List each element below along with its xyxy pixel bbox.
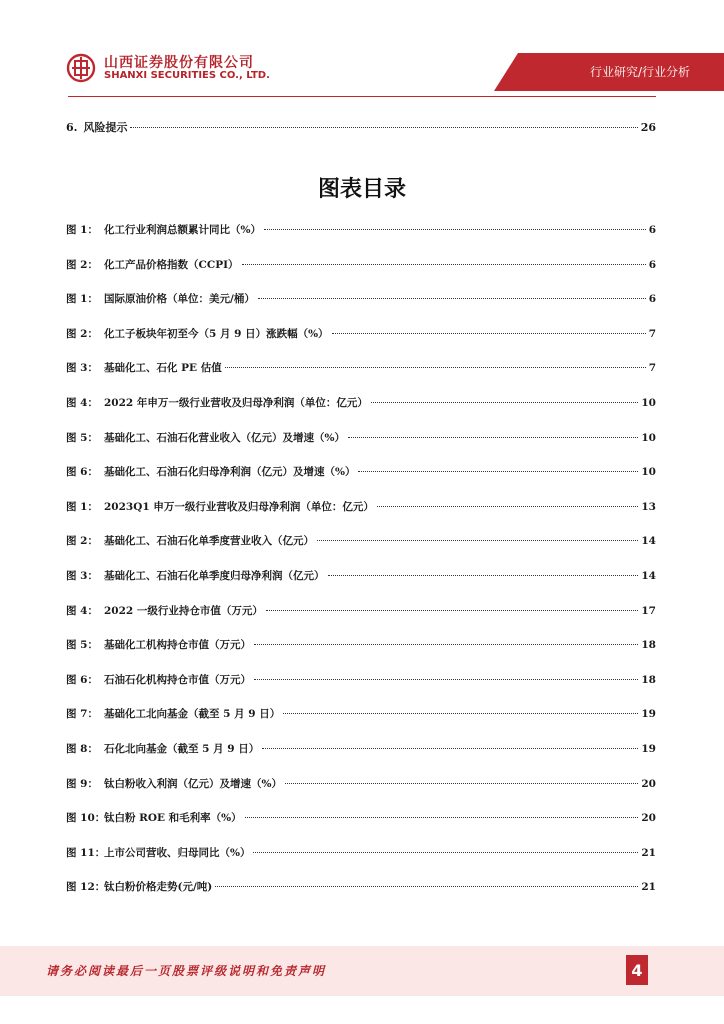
leader-dots (377, 506, 639, 507)
figure-page: 6 (648, 293, 656, 306)
figure-label: 钛白粉 ROE 和毛利率（%） (104, 812, 242, 825)
figure-entry[interactable] (66, 222, 656, 257)
figure-entry[interactable] (66, 845, 656, 880)
figure-page: 19 (641, 742, 656, 755)
figure-page: 18 (641, 639, 656, 652)
figure-number: 图 12： (66, 881, 106, 894)
figure-entry[interactable] (66, 291, 656, 326)
page-number: 4 (626, 955, 648, 985)
footer-disclaimer: 请务必阅读最后一页股票评级说明和免责声明 (46, 964, 327, 978)
figure-entry[interactable] (66, 603, 656, 638)
leader-dots (358, 471, 638, 472)
figure-entry[interactable] (66, 499, 656, 534)
figure-number: 图 8： (66, 742, 98, 755)
figure-number: 图 3： (66, 569, 98, 582)
figure-page: 10 (641, 431, 656, 444)
company-logo-icon (66, 53, 96, 83)
leader-dots (371, 402, 638, 403)
figure-label: 基础化工、石油石化单季度营业收入（亿元） (104, 535, 314, 548)
toc-entry-label: 风险提示 (83, 121, 128, 134)
figure-number: 图 5： (66, 431, 98, 444)
figure-label: 化工产品价格指数（CCPI） (104, 258, 239, 271)
figure-label: 基础化工、石化 PE 估值 (104, 362, 222, 375)
figure-page: 10 (641, 396, 656, 409)
figure-label: 钛白粉价格走势(元/吨) (104, 881, 213, 894)
figure-number: 图 6： (66, 673, 98, 686)
figure-entry[interactable] (66, 672, 656, 707)
leader-dots (253, 852, 638, 853)
leader-dots (258, 298, 646, 299)
figure-entry[interactable] (66, 533, 656, 568)
figure-page: 17 (641, 604, 656, 617)
figure-entry[interactable] (66, 326, 656, 361)
leader-dots (254, 644, 638, 645)
leader-dots (254, 679, 638, 680)
figure-number: 图 11： (66, 846, 106, 859)
figure-label: 基础化工、石油石化单季度归母净利润（亿元） (104, 569, 325, 582)
figure-label: 化工行业利润总额累计同比（%） (104, 224, 261, 236)
report-category: 行业研究/行业分析 (589, 65, 690, 79)
header-rule (68, 96, 656, 97)
figure-label: 2022 年申万一级行业营收及归母净利润（单位：亿元） (104, 396, 368, 409)
toc-entry-risk[interactable] (66, 120, 656, 136)
figure-number: 图 3： (66, 362, 98, 375)
figures-list (66, 222, 656, 914)
figure-page: 21 (641, 881, 656, 894)
figure-page: 13 (641, 500, 656, 513)
figure-page: 14 (641, 569, 656, 582)
leader-dots (348, 437, 638, 438)
figure-entry[interactable] (66, 395, 656, 430)
toc-leader-dots (130, 127, 637, 128)
figure-number: 图 2： (66, 258, 98, 271)
leader-dots (242, 264, 646, 265)
leader-dots (332, 333, 646, 334)
figure-page: 7 (648, 327, 656, 340)
figure-entry[interactable] (66, 360, 656, 395)
figure-label: 2022 一级行业持仓市值（万元） (104, 604, 263, 617)
company-name-en: SHANXI SECURITIES CO., LTD. (104, 70, 270, 81)
figure-page: 10 (641, 466, 656, 479)
leader-dots (328, 575, 639, 576)
figure-entry[interactable] (66, 637, 656, 672)
figure-page: 18 (641, 673, 656, 686)
figure-label: 上市公司营收、归母同比（%） (104, 846, 251, 859)
company-name-cn: 山西证券股份有限公司 (104, 55, 254, 71)
figure-entry[interactable] (66, 568, 656, 603)
figure-label: 石化北向基金（截至 5 月 9 日） (104, 742, 260, 755)
figure-entry[interactable] (66, 810, 656, 845)
leader-dots (283, 713, 638, 714)
leader-dots (266, 610, 638, 611)
figure-page: 21 (641, 846, 656, 859)
figure-label: 石油石化机构持仓市值（万元） (104, 673, 251, 686)
figure-number: 图 7： (66, 708, 98, 721)
figure-number: 图 9： (66, 777, 98, 790)
figure-number: 图 4： (66, 396, 98, 409)
figure-number: 图 2： (66, 535, 98, 548)
toc-entry-number: 6. (66, 121, 78, 134)
figure-entry[interactable] (66, 879, 656, 914)
figure-label: 国际原油价格（单位：美元/桶） (104, 293, 255, 306)
figure-page: 20 (641, 812, 656, 825)
leader-dots (317, 540, 638, 541)
figure-entry[interactable] (66, 257, 656, 292)
leader-dots (245, 817, 639, 818)
figure-label: 基础化工、石油石化营业收入（亿元）及增速（%） (104, 431, 345, 444)
figure-page: 6 (648, 258, 656, 271)
figure-label: 基础化工北向基金（截至 5 月 9 日） (104, 708, 281, 721)
figure-page: 6 (648, 224, 656, 236)
page-header (0, 0, 724, 100)
figure-label: 基础化工机构持仓市值（万元） (104, 639, 251, 652)
figure-page: 20 (641, 777, 656, 790)
figure-entry[interactable] (66, 776, 656, 811)
figure-number: 图 6： (66, 466, 98, 479)
figure-page: 19 (641, 708, 656, 721)
figure-number: 图 1： (66, 224, 98, 236)
figure-number: 图 1： (66, 293, 98, 306)
figure-number: 图 1： (66, 500, 98, 513)
figure-label: 化工子板块年初至今（5 月 9 日）涨跌幅（%） (104, 327, 329, 340)
figure-entry[interactable] (66, 430, 656, 465)
figure-entry[interactable] (66, 464, 656, 499)
figure-label: 基础化工、石油石化归母净利润（亿元）及增速（%） (104, 466, 356, 479)
figure-entry[interactable] (66, 706, 656, 741)
figure-page: 14 (641, 535, 656, 548)
figure-label: 钛白粉收入利润（亿元）及增速（%） (104, 777, 282, 790)
leader-dots (262, 748, 638, 749)
figure-entry[interactable] (66, 741, 656, 776)
figure-number: 图 4： (66, 604, 98, 617)
figure-number: 图 2： (66, 327, 98, 340)
leader-dots (285, 783, 638, 784)
leader-dots (264, 229, 646, 230)
figures-list-title: 图表目录 (317, 177, 406, 202)
toc-entry-page: 26 (640, 121, 656, 134)
figure-label: 2023Q1 申万一级行业营收及归母净利润（单位：亿元） (104, 500, 374, 513)
figure-page: 7 (648, 362, 656, 375)
leader-dots (225, 367, 646, 368)
figure-number: 图 5： (66, 639, 98, 652)
leader-dots (215, 886, 638, 887)
figure-number: 图 10： (66, 812, 106, 825)
